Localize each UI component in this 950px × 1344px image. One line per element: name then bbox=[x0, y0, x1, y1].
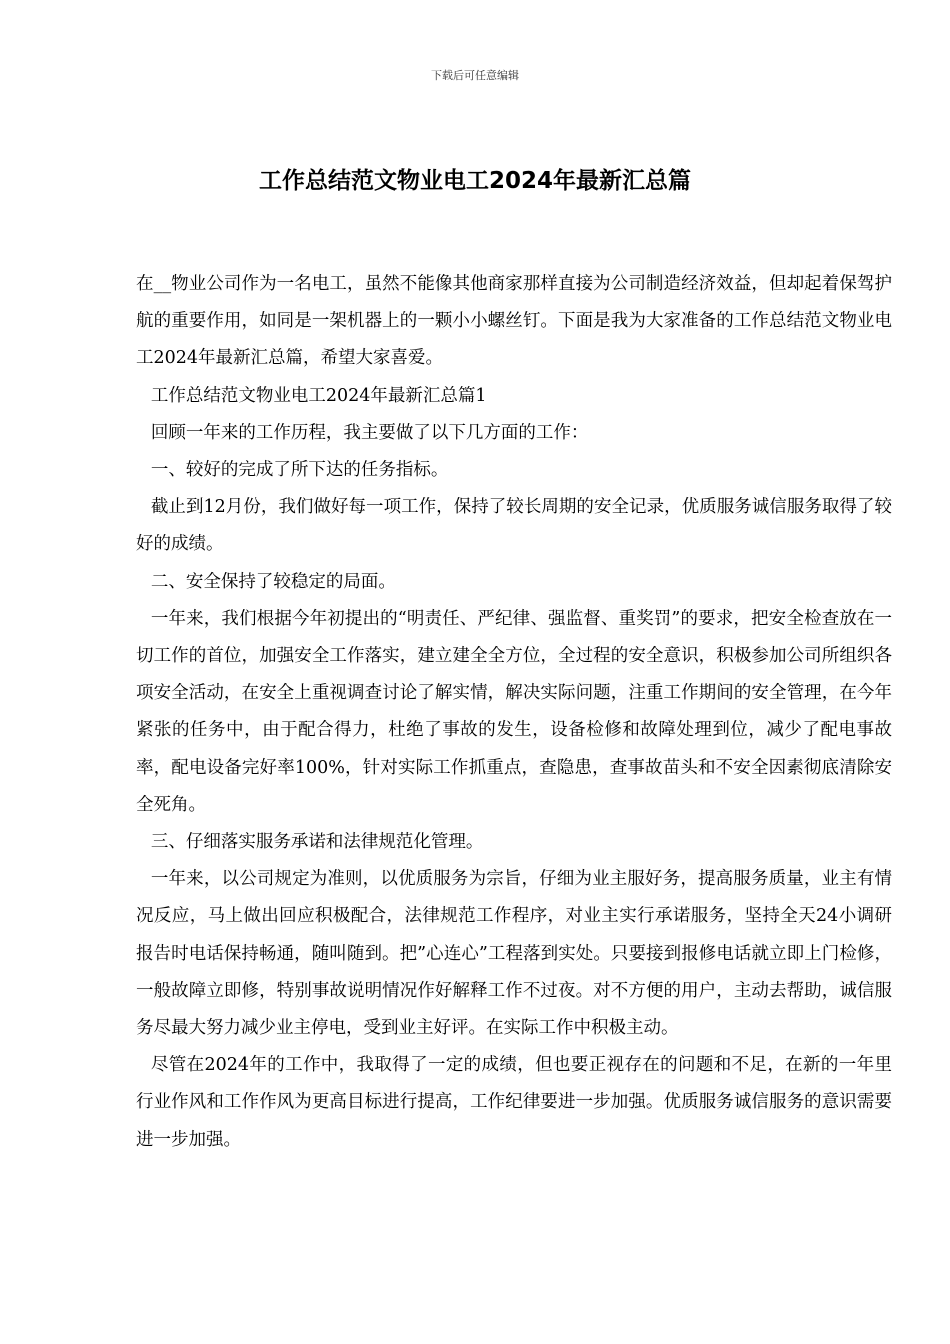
paragraph: 截止到12月份，我们做好每一项工作，保持了较长周期的安全记录，优质服务诚信服务取得了较好的成绩。 bbox=[136, 497, 892, 555]
header-note: 下载后可任意编辑 bbox=[431, 69, 519, 82]
paragraph: 尽管在2024年的工作中，我取得了一定的成绩，但也要正视存在的问题和不足，在新的一年里行业作风和工作作风为更高目标进行提高，工作纪律要进一步加强。优质服务诚信服务的意识需要进一步加强。 bbox=[136, 1055, 892, 1150]
intro-paragraph: 在__物业公司作为一名电工，虽然不能像其他商家那样直接为公司制造经济效益，但却起着保驾护航的重要作用，如同是一架机器上的一颗小小螺丝钉。下面是我为大家准备的工作总结范文物业电工2024年最新汇总篇，希望大家喜爱。 bbox=[136, 274, 892, 369]
section-heading: 工作总结范文物业电工2024年最新汇总篇1 bbox=[150, 385, 487, 406]
section-heading: 三、仔细落实服务承诺和法律规范化管理。 bbox=[150, 832, 484, 853]
paragraph: 回顾一年来的工作历程，我主要做了以下几方面的工作： bbox=[150, 422, 589, 443]
document-title: 工作总结范文物业电工2024年最新汇总篇 bbox=[258, 168, 691, 194]
paragraph: 一年来，以公司规定为准则，以优质服务为宗旨，仔细为业主服好务，提高服务质量，业主有情况反应，马上做出回应积极配合，法律规范工作程序，对业主实行承诺服务，坚持全天24小调研报告时电话保持畅通，随叫随到。把”心连心”工程落到实处。只要接到报修电话就立即上门检修，一般故障立即修，特别事故说明情况作好解释工作不过夜。对不方便的用户，主动去帮助，诚信服务尽最大努力减少业主停电，受到业主好评。在实际工作中积极主动。 bbox=[136, 869, 892, 1039]
section-heading: 一、较好的完成了所下达的任务指标。 bbox=[150, 460, 449, 481]
section-heading: 二、安全保持了较稳定的局面。 bbox=[150, 571, 396, 592]
paragraph: 一年来，我们根据今年初提出的“明责任、严纪律、强监督、重奖罚”的要求，把安全检查放在一切工作的首位，加强安全工作落实，建立建全全方位，全过程的安全意识，积极参加公司所组织各项安全活动，在安全上重视调查讨论了解实情，解决实际问题，注重工作期间的安全管理，在今年紧张的任务中，由于配合得力，杜绝了事故的发生，设备检修和故障处理到位，减少了配电事故率，配电设备完好率100%，针对实际工作抓重点，查隐患，查事故苗头和不安全因素彻底清除安全死角。 bbox=[136, 608, 892, 815]
document-body bbox=[136, 266, 892, 1159]
